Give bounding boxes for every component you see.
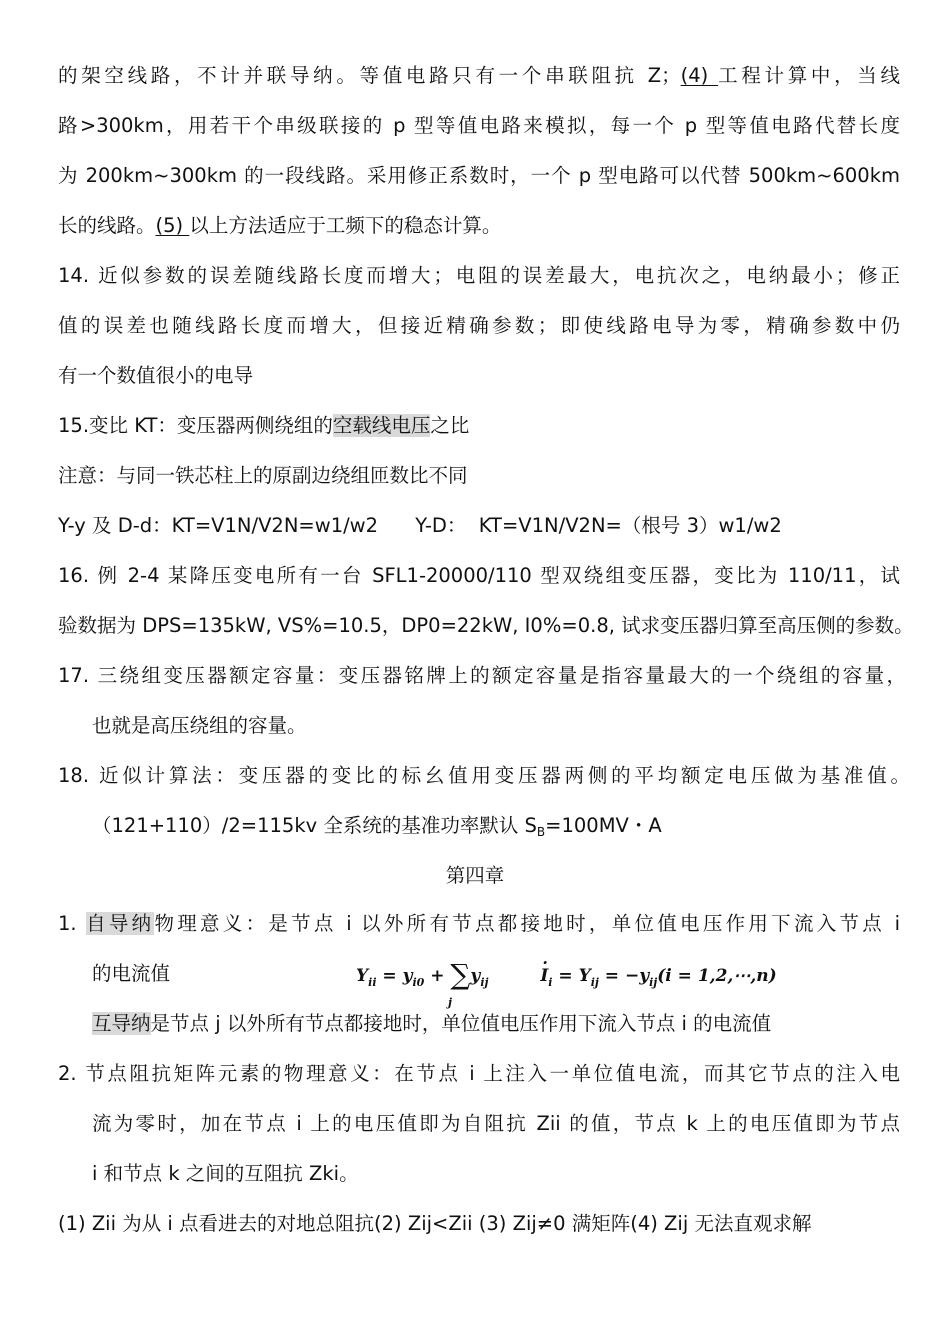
text-line: 流为零时，加在节点 i 上的电压值即为自阻抗 Zii 的值，节点 k 上的电压值即为节点 xyxy=(92,1112,900,1135)
text-line: 值的误差也随线路长度而增大，但接近精确参数；即使线路电导为零，精确参数中仍 xyxy=(58,314,900,337)
admittance-formula: $Y_{ii} = y_{i0}$ + ∑ j $y_{ij} \cdot I_i = Y_{ij} = -y_{ij}(i$ = 1,2,⋯,n) xyxy=(356,958,777,991)
item-14-line: 14. 近似参数的误差随线路长度而增大；电阻的误差最大，电抗次之，电纳最小；修正 xyxy=(58,264,900,287)
item-17-line: 17. 三绕组变压器额定容量：变压器铭牌上的额定容量是指容量最大的一个绕组的容量， xyxy=(58,664,906,687)
item-15-line: 15.变比 KT：变压器两侧绕组的空载线电压之比 xyxy=(58,414,470,437)
text-line: 为 200km~300km 的一段线路。采用修正系数时，一个 p 型电路可以代替 500km~600km xyxy=(58,164,900,187)
highlighted-term: 自导纳 xyxy=(86,912,155,935)
text-line: 路>300km，用若干个串级联接的 p 型等值电路来模拟，每一个 p 型等值电路代替长度 xyxy=(58,114,900,137)
item-16-line: 16. 例 2-4 某降压变电所有一台 SFL1-20000/110 型双绕组变压器，变比为 110/11，试 xyxy=(58,564,900,587)
text-line: 的电流值 xyxy=(92,962,171,985)
text-line: i 和节点 k 之间的互阻抗 Zki。 xyxy=(92,1162,359,1185)
text-line: 互导纳是节点 j 以外所有节点都接地时，单位值电压作用下流入节点 i 的电流值 xyxy=(92,1012,772,1035)
ch4-item-1-line: 1. 自导纳物理意义：是节点 i 以外所有节点都接地时，单位值电压作用下流入节点 i xyxy=(58,912,900,935)
chapter-heading: 第四章 xyxy=(445,864,505,887)
properties-line: (1) Zii 为从 i 点看进去的对地总阻抗(2) Zij<Zii (3) Zij≠0 满矩阵(4) Zij 无法直观求解 xyxy=(58,1212,812,1235)
sigma-symbol: ∑ xyxy=(450,958,471,991)
text-line: 的架空线路，不计并联导纳。等值电路只有一个串联阻抗 Z；(4) 工程计算中，当线 xyxy=(58,64,900,87)
text-line: 有一个数值很小的电导 xyxy=(58,364,254,387)
ch4-item-2-line: 2. 节点阻抗矩阵元素的物理意义：在节点 i 上注入一单位值电流，而其它节点的注入电 xyxy=(58,1062,900,1085)
highlighted-term: 空载线电压 xyxy=(332,414,431,437)
text-line: 验数据为 DPS=135kW, VS%=10.5，DP0=22kW, I0%=0.8, 试求变压器归算至高压侧的参数。 xyxy=(58,614,914,637)
formula-text-line: Y-y 及 D-d：KT=V1N/V2N=w1/w2 Y-D： KT=V1N/V2N=（根号 3）w1/w2 xyxy=(58,514,782,537)
note-line: 注意：与同一铁芯柱上的原副边绕组匝数比不同 xyxy=(58,464,468,487)
text-line: （121+110）/2=115kv 全系统的基准功率默认 $S_B=100MV$・A xyxy=(92,814,662,839)
text-line: 也就是高压绕组的容量。 xyxy=(92,714,307,737)
highlighted-term: 互导纳 xyxy=(92,1012,151,1035)
item-18-line: 18. 近似计算法：变压器的变比的标幺值用变压器两侧的平均额定电压做为基准值。 xyxy=(58,764,910,787)
text-line: 长的线路。(5) 以上方法适应于工频下的稳态计算。 xyxy=(58,214,502,237)
